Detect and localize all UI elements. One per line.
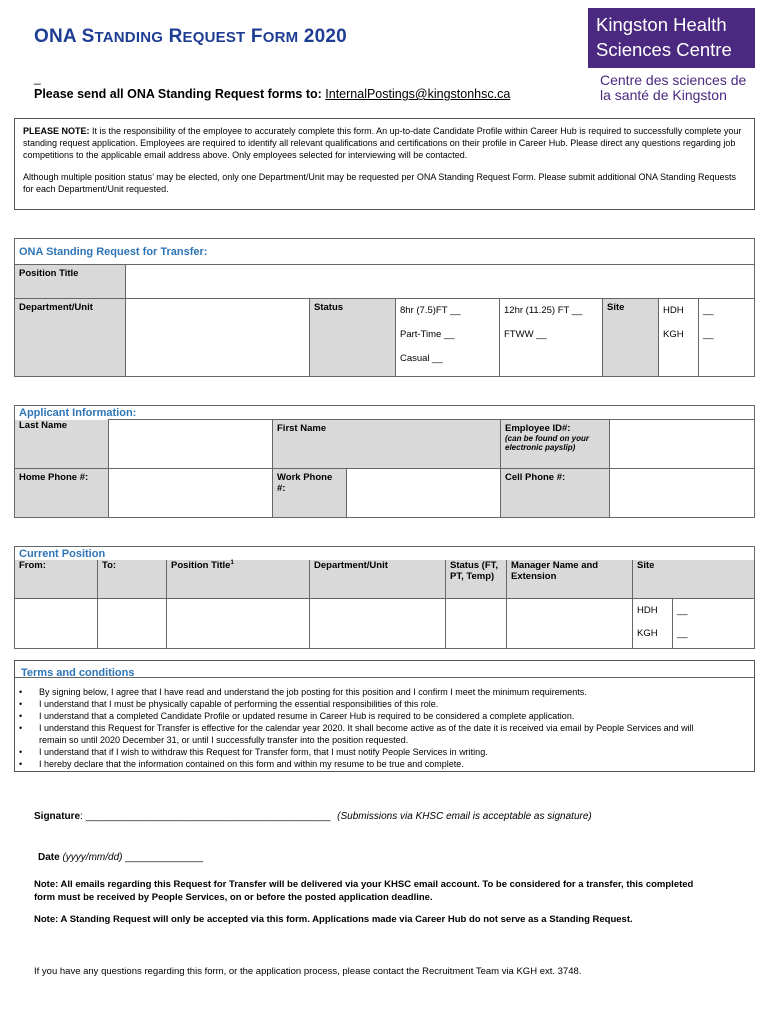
current-site-kgh-blank[interactable]: __: [677, 627, 688, 639]
site-blanks: [699, 299, 755, 377]
date-row: [38, 852, 203, 863]
terms-item: • I understand that I must be physically capable of performing the essential responsibilities of this role.: [15, 698, 714, 710]
terms-item: • I hereby declare that the information contained on this form and within my resume to be true and complete.: [15, 758, 714, 770]
submission-email-link[interactable]: InternalPostings@kingstonhsc.ca: [325, 87, 511, 101]
status-options-col1: [396, 299, 500, 377]
site-hdh-blank[interactable]: __: [703, 305, 714, 316]
current-department-field[interactable]: [310, 598, 446, 648]
to-field[interactable]: [98, 598, 167, 648]
from-field[interactable]: [15, 598, 98, 648]
last-name-field[interactable]: [109, 420, 273, 469]
transfer-table: [14, 238, 755, 377]
terms-item: • I understand that if I wish to withdraw this Request for Transfer form, that I must notify People Services in writing.: [15, 746, 714, 758]
employee-id-field[interactable]: [610, 420, 755, 469]
header-dash: _: [34, 71, 41, 85]
site-label: Site: [603, 299, 659, 377]
status-part-time-option[interactable]: Part-Time __: [400, 329, 455, 340]
site-kgh-label: KGH: [663, 329, 684, 340]
date-format: (yyyy/mm/dd): [62, 852, 123, 863]
manager-label: Manager Name and Extension: [507, 560, 633, 598]
terms-item: • I understand that a completed Candidate Profile or updated resume in Career Hub is required to be considered a complete application.: [15, 710, 714, 722]
current-position-title: Current Position: [19, 548, 106, 560]
status-12hr-option[interactable]: 12hr (11.25) FT __: [504, 305, 583, 316]
department-label: Department/Unit: [15, 299, 126, 377]
footer-contact: If you have any questions regarding this form, or the application process, please contact the Recruitment Team via KGH ext. 3748.: [34, 966, 582, 977]
please-note-box: PLEASE NOTE: It is the responsibility of the employee to accurately complete this form. An up-to-date Candidate Profile within Career Hub is required to successfully complete your standing request application. Employees are required to identify all relevant qualifications and certifications on their profile in Career Hub. Please direct any questions regarding job competitions to the applicable email address above. Only employees selected for interviewing will be contacted. Although multiple position status’ may be elected, only one Department/Unit may be requested per ONA Standing Request Form. Please submit additional ONA Standing Requests for each Department/Unit requested.: [14, 118, 755, 210]
cell-phone-field[interactable]: [610, 469, 755, 518]
khsc-logo: Kingston Health Sciences Centre: [588, 8, 755, 68]
current-department-label: Department/Unit: [310, 560, 446, 598]
current-site-hdh-blank[interactable]: __: [677, 604, 688, 616]
first-name-label: First Name: [273, 420, 501, 469]
signature-row: [34, 811, 592, 822]
current-position-table: [14, 546, 755, 649]
position-title-field[interactable]: [126, 265, 755, 299]
terms-box: [14, 660, 755, 772]
status-options-col2: [500, 299, 603, 377]
terms-item: • By signing below, I agree that I have read and understand the job posting for this position and I confirm I meet the minimum requirements.: [15, 686, 714, 698]
current-site-kgh: KGH: [637, 627, 658, 639]
applicant-section-title: Applicant Information:: [19, 407, 137, 419]
manager-field[interactable]: [507, 598, 633, 648]
department-field[interactable]: [126, 299, 310, 377]
current-status-label: Status (FT, PT, Temp): [446, 560, 507, 598]
last-name-label: Last Name: [15, 420, 109, 469]
terms-item: • I understand this Request for Transfer is effective for the calendar year 2020. It shall become active as of the date it is received via email by People Services and will remain so until 2020 December 31, or until I successfully transfer into the position requested.: [15, 722, 714, 746]
date-label: Date: [38, 852, 60, 863]
employee-id-note: (can be found on your electronic payslip): [505, 434, 589, 452]
transfer-section-title: ONA Standing Request for Transfer:: [19, 246, 208, 258]
terms-list: [15, 678, 754, 770]
site-kgh-blank[interactable]: __: [703, 329, 714, 340]
home-phone-label: Home Phone #:: [15, 469, 109, 518]
signature-line[interactable]: : ____________________________________________: [80, 811, 331, 822]
footer-note-email: Note: All emails regarding this Request for Transfer will be delivered via your KHSC email account. To be considered for a transfer, this completed form must be received by People Services, on or before the posted application deadline.: [34, 879, 694, 903]
work-phone-label: Work Phone #:: [273, 469, 347, 517]
site-options: [659, 299, 699, 377]
current-site-hdh: HDH: [637, 604, 658, 616]
date-line[interactable]: ______________: [125, 852, 204, 863]
footer-note-standing: Note: A Standing Request will only be accepted via this form. Applications made via Career Hub do not serve as a Standing Request.: [34, 914, 633, 925]
site-hdh-label: HDH: [663, 305, 684, 316]
current-position-field[interactable]: [167, 598, 310, 648]
employee-id-label: Employee ID#: (can be found on your electronic payslip): [501, 420, 610, 469]
send-instruction: Please send all ONA Standing Request forms to: InternalPostings@kingstonhsc.ca: [34, 87, 511, 101]
current-site-label: Site: [633, 560, 755, 598]
status-casual-option[interactable]: Casual __: [400, 353, 443, 364]
signature-note: (Submissions via KHSC email is acceptable as signature): [337, 811, 592, 822]
cell-phone-label: Cell Phone #:: [501, 469, 610, 518]
form-title: ONA STANDING REQUEST FORM 2020: [34, 26, 347, 47]
work-phone-field[interactable]: [347, 469, 500, 517]
applicant-table: [14, 405, 755, 518]
terms-title: Terms and conditions: [21, 667, 135, 679]
from-label: From:: [15, 560, 98, 598]
current-status-field[interactable]: [446, 598, 507, 648]
khsc-logo-french: Centre des sciences de la santé de Kingston: [600, 72, 747, 103]
signature-label: Signature: [34, 811, 81, 822]
to-label: To:: [98, 560, 167, 598]
home-phone-field[interactable]: [109, 469, 273, 518]
position-title-label: Position Title: [15, 265, 126, 299]
status-label: Status: [310, 299, 396, 377]
current-position-title-label: Position Title$^1$: [167, 560, 310, 598]
status-8hr-option[interactable]: 8hr (7.5)FT __: [400, 305, 461, 316]
status-ftww-option[interactable]: FTWW __: [504, 329, 547, 340]
